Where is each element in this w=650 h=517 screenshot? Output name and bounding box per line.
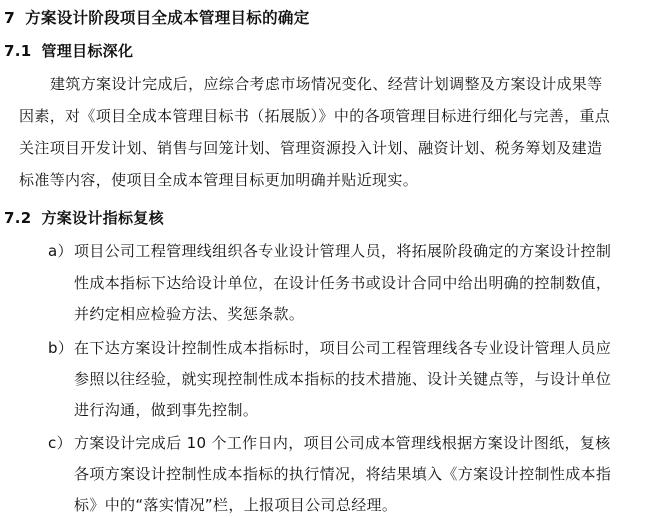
section-title: 方案设计指标复核: [41, 209, 164, 227]
list-item-line: 参照以往经验，就实现控制性成本指标的技术措施、设计关键点等，与设计单位: [74, 370, 612, 388]
list-item-label: b）: [48, 339, 74, 357]
list-item-line: 在下达方案设计控制性成本指标时，项目公司工程管理线各专业设计管理人员应: [74, 339, 612, 357]
paragraph-line: 因素，对《项目全成本管理目标书（拓展版）》中的各项管理目标进行细化与完善，重点: [19, 107, 611, 125]
list-item-line: 标》中的“落实情况”栏，上报项目公司总经理。: [74, 496, 398, 514]
paragraph-line: 标准等内容，使项目全成本管理目标更加明确并贴近现实。: [19, 171, 419, 189]
paragraph-line: 关注项目开发计划、销售与回笼计划、管理资源投入计划、融资计划、税务筹划及建造: [19, 139, 603, 157]
section-heading-7-1: [4, 40, 133, 61]
section-title: 管理目标深化: [41, 42, 134, 60]
list-item-line: 各项方案设计控制性成本指标的执行情况，将结果填入《方案设计控制性成本指: [74, 465, 612, 483]
list-item-line: 方案设计完成后 10 个工作日内，项目公司成本管理线根据方案设计图纸，复核: [74, 434, 611, 452]
chapter-title: 方案设计阶段项目全成本管理目标的确定: [25, 9, 310, 27]
chapter-number: 7: [4, 9, 16, 27]
list-item-line: 并约定相应检验方法、奖惩条款。: [74, 305, 305, 323]
list-item-line: 进行沟通，做到事先控制。: [74, 401, 259, 419]
section-number: 7.1: [4, 42, 32, 60]
list-item-label: a）: [48, 242, 73, 260]
list-item-label: c）: [48, 434, 72, 452]
list-item-line: 项目公司工程管理线组织各专业设计管理人员，将拓展阶段确定的方案设计控制: [74, 242, 612, 260]
paragraph-line: 建筑方案设计完成后，应综合考虑市场情况变化、经营计划调整及方案设计成果等: [50, 75, 603, 93]
chapter-heading: [4, 6, 310, 28]
section-number: 7.2: [4, 209, 32, 227]
section-heading-7-2: [4, 207, 164, 228]
list-item-line: 性成本指标下达给设计单位，在设计任务书或设计合同中给出明确的控制数值，: [74, 274, 612, 292]
